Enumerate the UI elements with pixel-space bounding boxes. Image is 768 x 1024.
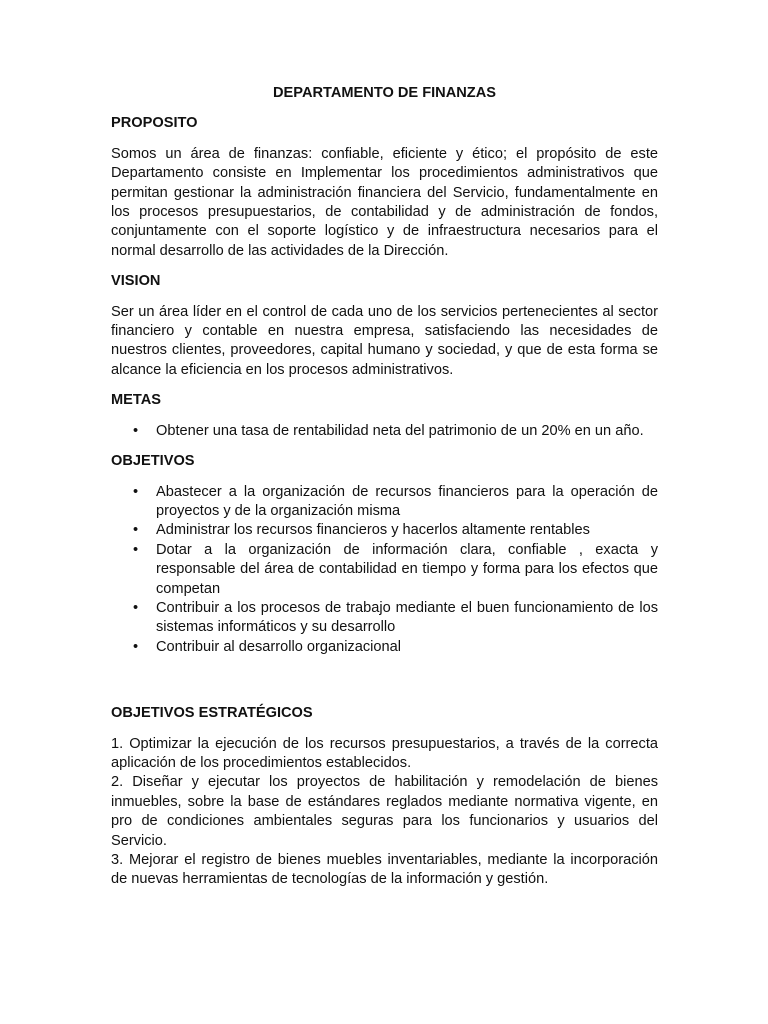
meta-text: Obtener una tasa de rentabilidad neta del patrimonio de un 20% en un año. [156,422,644,439]
proposito-heading: PROPOSITO [111,115,198,132]
objetivos-list [111,483,658,658]
document-title: DEPARTAMENTO DE FINANZAS [273,85,496,101]
list-item [111,422,658,441]
metas-heading: METAS [111,392,161,409]
list-item: 2. Diseñar y ejecutar los proyectos de habilitación y remodelación de bienes inmuebles, sobre la base de estándares reglados mediante normativa vigente, en pro de condiciones ambientales seguras para los funcionarios y usuarios del Servicio. [111,774,658,849]
proposito-text: Somos un área de finanzas: confiable, eficiente y ético; el propósito de este Departamento consiste en Implementar los procedimientos administrativos que permitan gestionar la administración financiera del Servicio, fundamentalmente en los procesos presupuestarios, de contabilidad y de administración de fondos, conjuntamente con el soporte logístico y de infraestructura necesarios para el normal desarrollo de las actividades de la Dirección. [111,145,658,259]
vision-heading: VISION [111,273,161,290]
objetivo-text: Administrar los recursos financieros y hacerlos altamente rentables [156,522,590,539]
estrategicos-list [111,735,658,890]
bullet-icon: • [133,422,139,439]
bullet-icon: • [133,638,139,655]
objetivo-text: Abastecer a la organización de recursos financieros para la operación de proyectos y de la organización misma [156,483,658,519]
objetivo-text: Contribuir al desarrollo organizacional [156,638,401,655]
objetivo-text: Contribuir a los procesos de trabajo mediante el buen funcionamiento de los sistemas informáticos y su desarrollo [156,599,658,636]
list-item: 1. Optimizar la ejecución de los recursos presupuestarios, a través de la correcta aplicación de los procedimientos establecidos. [111,735,658,771]
metas-list [111,422,658,441]
section-spacer [111,668,658,704]
estrategicos-heading: OBJETIVOS ESTRATÉGICOS [111,705,313,722]
objetivos-heading: OBJETIVOS [111,453,195,470]
vision-text: Ser un área líder en el control de cada uno de los servicios pertenecientes al sector financiero y contable en nuestra empresa, satisfaciendo las necesidades de nuestros clientes, proveedores, capital humano y sociedad, y que de esta forma se alcance la eficiencia en los procesos administrativos. [111,303,658,378]
objetivo-text: Dotar a la organización de información clara, confiable , exacta y responsable del área de contabilidad en tiempo y forma para los efectos que competan [156,541,658,597]
bullet-icon: • [133,541,139,558]
bullet-icon: • [133,483,139,500]
document-page [111,84,658,890]
bullet-icon: • [133,522,139,539]
list-item [111,521,658,540]
list-item: 3. Mejorar el registro de bienes muebles inventariables, mediante la incorporación de nuevas herramientas de tecnologías de la información y gestión. [111,852,658,888]
list-item [111,599,658,638]
bullet-icon: • [133,599,139,616]
list-item [111,638,658,657]
list-item [111,483,658,522]
list-item [111,541,658,599]
